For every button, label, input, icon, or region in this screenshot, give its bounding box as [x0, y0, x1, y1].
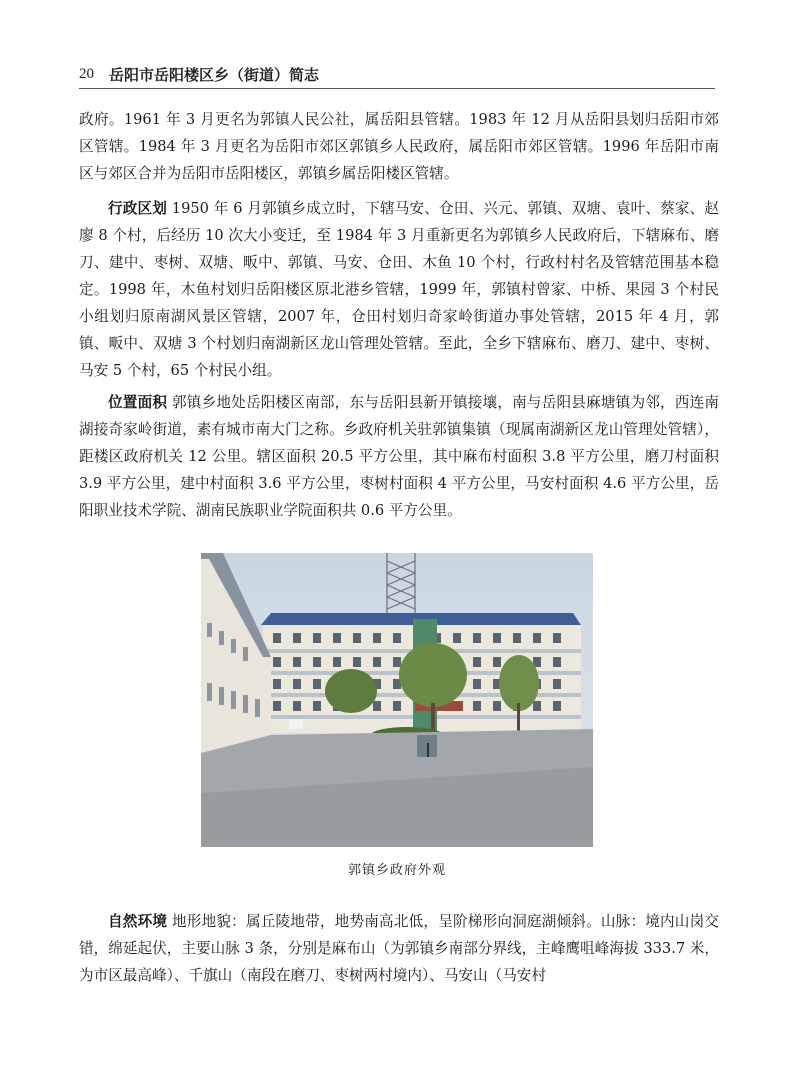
figure-caption: 郭镇乡政府外观: [347, 863, 446, 878]
section-keyword: 行政区划: [108, 200, 167, 217]
paragraph-text: 地形地貌：属丘陵地带，地势南高北低，呈阶梯形向洞庭湖倾斜。山脉：境内山岗交错，绵延起伏，主要山脉 3 条，分别是麻布山（为郭镇乡南部分界线，主峰鹰咀峰海拔 333.7 米，为市区最高峰）、千旗山（南段在磨刀、枣树两村境内）、马安山（马安村: [79, 913, 719, 984]
paragraph-location-area: [79, 389, 719, 524]
paragraph-natural-environment: [79, 908, 719, 989]
section-keyword: 自然环境: [108, 913, 168, 930]
running-title: 岳阳市岳阳楼区乡（街道）简志: [109, 66, 320, 84]
page-header: [79, 62, 715, 89]
paragraph-intro: [79, 106, 719, 187]
section-keyword: 位置面积: [108, 394, 168, 411]
page-number: 20: [79, 66, 94, 82]
paragraph-text: 1950 年 6 月郭镇乡成立时，下辖马安、仓田、兴元、郭镇、双塘、袁叶、蔡家、赵廖 8 个村，后经历 10 次大小变迁，至 1984 年 3 月重新更名为郭镇乡人民政府后，下辖麻布、磨刀、建中、枣树、双塘、畈中、郭镇、马安、仓田、木鱼 10 个村，行政村村名及管辖范围基本稳定。1998 年，木鱼村划归岳阳楼区原北港乡管辖，1999 年，郭镇村曾家、中桥、果园 3 个村民小组划归原南湖风景区管辖，2007 年，仓田村划归奇家岭街道办事处管辖，2015 年 4 月，郭镇、畈中、双塘 3 个村划归南湖新区龙山管理处管辖。至此，全乡下辖麻布、磨刀、建中、枣树、马安 5 个村，65 个村民小组。: [79, 200, 719, 379]
government-building-photo: [201, 553, 593, 847]
paragraph-administrative-division: [79, 195, 719, 384]
paragraph-text: 郭镇乡地处岳阳楼区南部，东与岳阳县新开镇接壤，南与岳阳县麻塘镇为邻，西连南湖接奇家岭街道，素有城市南大门之称。乡政府机关驻郭镇集镇（现属南湖新区龙山管理处管辖），距楼区政府机关 12 公里。辖区面积 20.5 平方公里，其中麻布村面积 3.8 平方公里，磨刀村面积 3.9 平方公里，建中村面积 3.6 平方公里，枣树村面积 4 平方公里，马安村面积 4.6 平方公里，岳阳职业技术学院、湖南民族职业学院面积共 0.6 平方公里。: [79, 394, 719, 519]
paragraph-text: 政府。1961 年 3 月更名为郭镇人民公社，属岳阳县管辖。1983 年 12 月从岳阳县划归岳阳市郊区管辖。1984 年 3 月更名为岳阳市郊区郭镇乡人民政府，属岳阳市郊区管辖。1996 年岳阳市南区与郊区合并为岳阳市岳阳楼区，郭镇乡属岳阳楼区管辖。: [79, 111, 719, 182]
